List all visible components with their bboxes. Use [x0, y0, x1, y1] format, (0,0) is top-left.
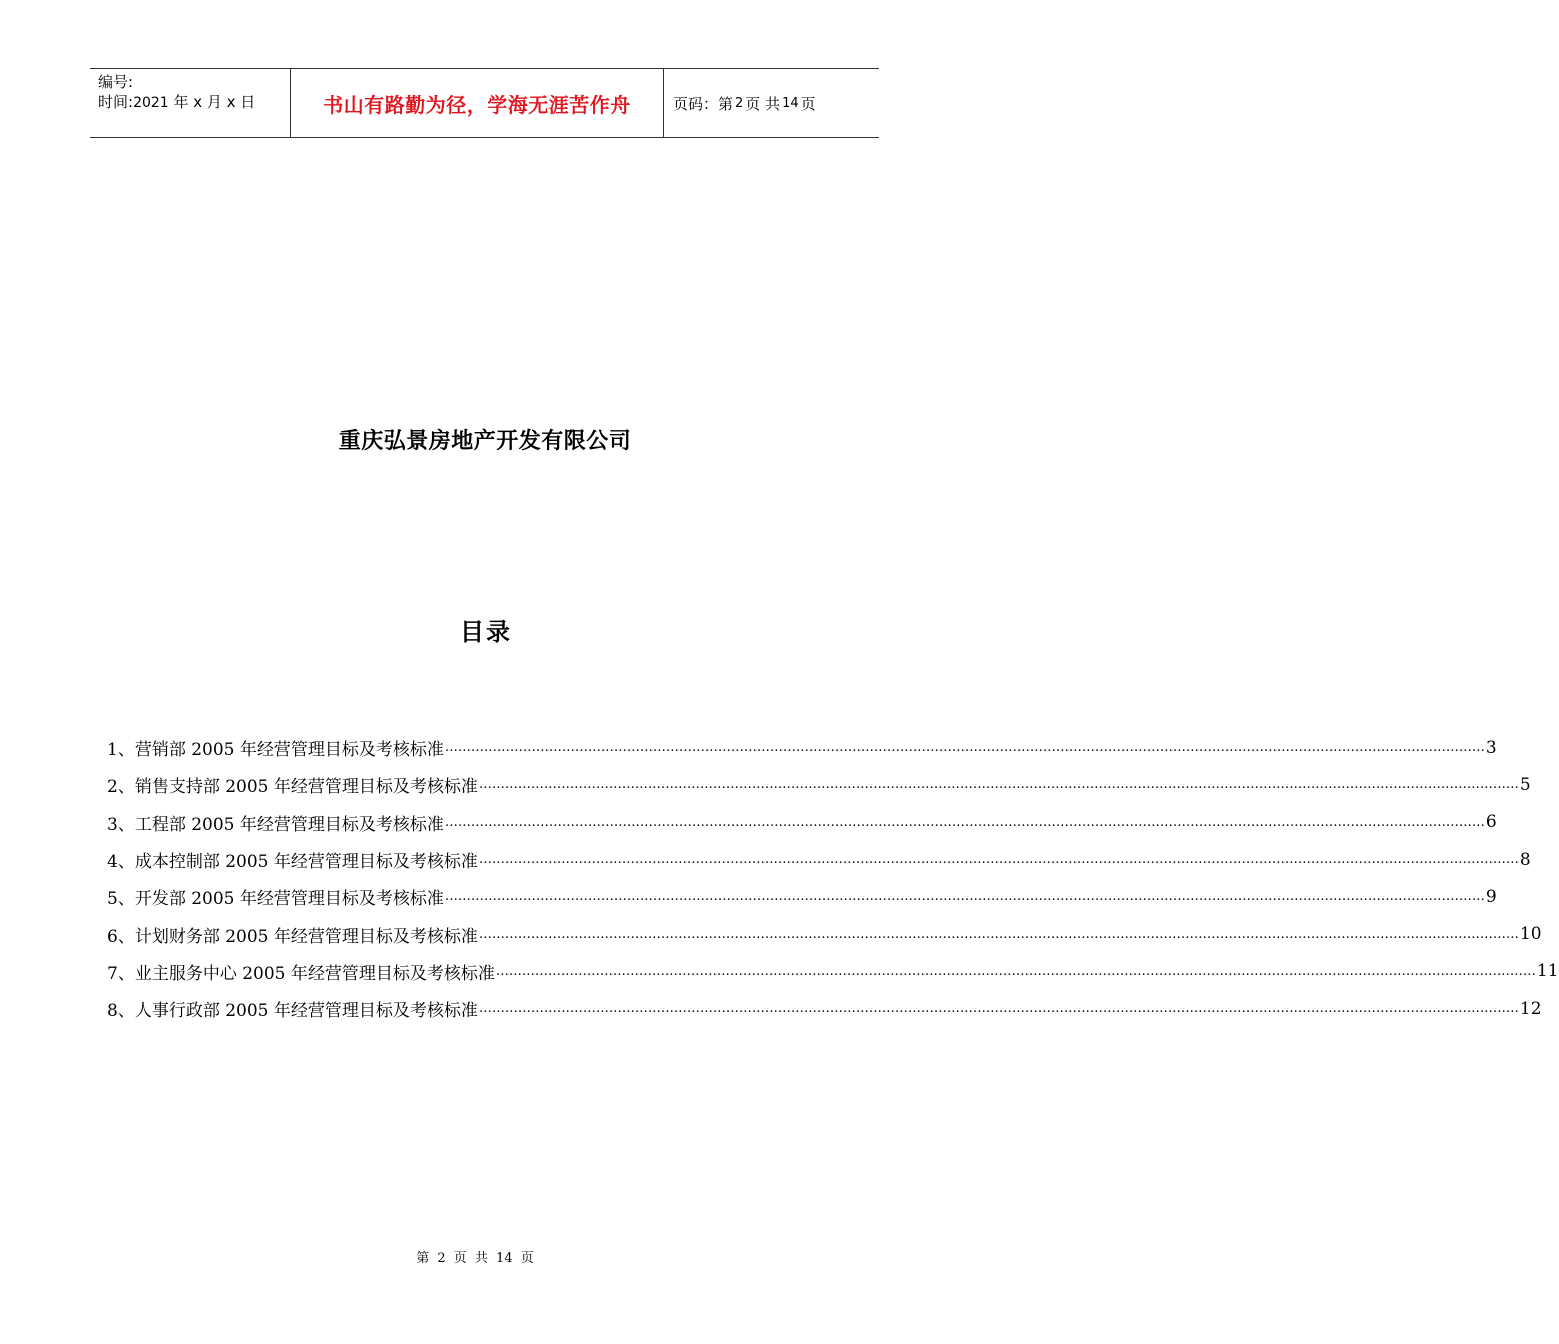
toc-leader-dots: …………………………………………………………………………………………………………………………………………………………………………………………………………………… [444, 740, 1485, 756]
toc-item-page: 3 [1485, 737, 1497, 758]
serial-label: 编号: [98, 73, 134, 91]
page-total: 14 [782, 95, 799, 111]
toc-title: 目录 [460, 618, 512, 646]
motto-text: 书山有路勤为径，学海无涯苦作舟 [323, 92, 631, 117]
toc-item[interactable] [107, 804, 1497, 841]
toc-item-label: 1、营销部 2005 年经营管理目标及考核标准 [107, 740, 444, 761]
page-current: 2 [735, 95, 744, 111]
toc-leader-dots: …………………………………………………………………………………………………………………………………………………………………………………………………………………… [444, 814, 1485, 830]
header-motto-cell [291, 69, 664, 137]
company-name: 重庆弘景房地产开发有限公司 [338, 429, 632, 454]
toc-leader-dots: …………………………………………………………………………………………………………………………………………………………………………………………………………………… [478, 1001, 1519, 1017]
page-mid: 页 共 [745, 94, 781, 113]
toc-item-page: 11 [1536, 961, 1559, 982]
toc-item-label: 7、业主服务中心 2005 年经营管理目标及考核标准 [107, 963, 495, 984]
toc-item-page: 8 [1519, 849, 1531, 870]
page-prefix: 页码：第 [673, 94, 734, 113]
toc-item-page: 6 [1485, 812, 1497, 833]
page-suffix: 页 [800, 94, 816, 113]
toc-item[interactable] [107, 953, 1559, 990]
header-meta-cell [90, 69, 291, 137]
toc-item-label: 8、人事行政部 2005 年经营管理目标及考核标准 [107, 1001, 478, 1022]
toc-item[interactable] [107, 766, 1531, 803]
toc-leader-dots: …………………………………………………………………………………………………………………………………………………………………………………………………………………… [478, 777, 1519, 793]
date-line [98, 92, 290, 113]
toc-item[interactable] [107, 841, 1531, 878]
toc-item[interactable] [107, 878, 1497, 915]
date-rest: 年 x 月 x 日 [173, 93, 256, 111]
page-header [90, 68, 879, 138]
toc-item-page: 5 [1519, 774, 1531, 795]
toc-item-page: 9 [1485, 886, 1497, 907]
table-of-contents [107, 729, 1559, 1027]
date-year: 2021 [133, 95, 169, 111]
header-page-cell [664, 69, 879, 137]
toc-leader-dots: …………………………………………………………………………………………………………………………………………………………………………………………………………………… [478, 852, 1519, 868]
toc-item[interactable] [107, 990, 1542, 1027]
toc-item-page: 12 [1519, 998, 1542, 1019]
toc-item-label: 4、成本控制部 2005 年经营管理目标及考核标准 [107, 852, 478, 873]
date-prefix: 时间: [98, 93, 134, 111]
toc-item-label: 6、计划财务部 2005 年经营管理目标及考核标准 [107, 926, 478, 947]
toc-item[interactable] [107, 729, 1497, 766]
toc-item-label: 2、销售支持部 2005 年经营管理目标及考核标准 [107, 777, 478, 798]
toc-item-page: 10 [1519, 924, 1542, 945]
toc-item-label: 3、工程部 2005 年经营管理目标及考核标准 [107, 814, 444, 835]
toc-leader-dots: …………………………………………………………………………………………………………………………………………………………………………………………………………………… [444, 889, 1485, 905]
page-footer: 第 2 页 共 14 页 [416, 1251, 534, 1266]
toc-item[interactable] [107, 915, 1542, 952]
toc-leader-dots: …………………………………………………………………………………………………………………………………………………………………………………………………………………… [478, 926, 1519, 942]
toc-leader-dots: …………………………………………………………………………………………………………………………………………………………………………………………………………………… [495, 963, 1536, 979]
toc-item-label: 5、开发部 2005 年经营管理目标及考核标准 [107, 889, 444, 910]
